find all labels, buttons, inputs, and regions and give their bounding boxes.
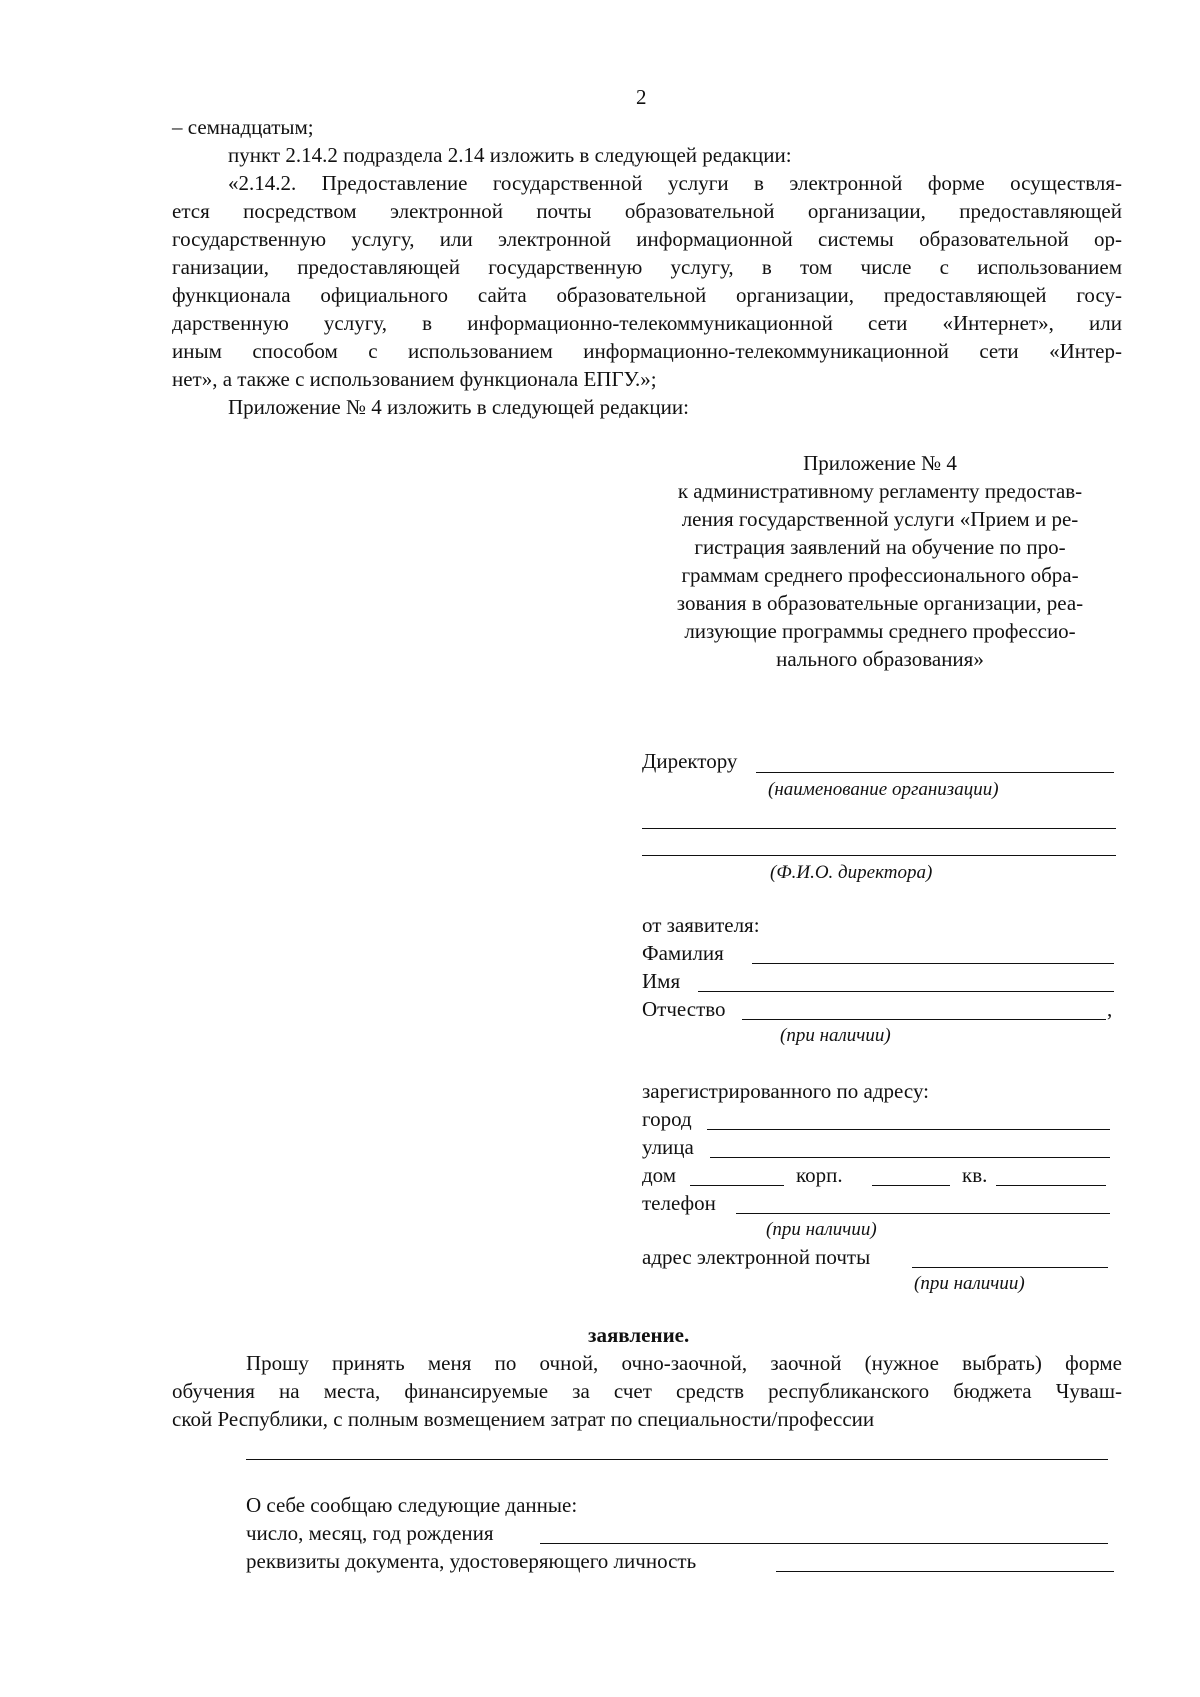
apartment-label: кв. <box>962 1163 988 1187</box>
clause-line: «2.14.2. Предоставление государственной услуги в электронной форме осуществля- <box>228 171 1122 195</box>
organization-name-field[interactable] <box>756 772 1114 773</box>
street-label: улица <box>642 1135 694 1159</box>
director-name-field-line-2[interactable] <box>642 855 1116 856</box>
statement-line: ской Республики, с полным возмещением затрат по специальности/профессии <box>172 1407 875 1431</box>
director-label: Директору <box>642 749 738 773</box>
appendix-line: зования в образовательные организации, реа- <box>676 591 1084 615</box>
clause-line: ется посредством электронной почты образовательной организации, предоставляющей <box>172 199 1122 223</box>
from-applicant-label: от заявителя: <box>642 913 760 937</box>
surname-label: Фамилия <box>642 941 724 965</box>
appendix-line: к административному регламенту предостав- <box>677 479 1083 503</box>
appendix-line: гистрация заявлений на обучение по про- <box>694 535 1066 559</box>
appendix-instruction: Приложение № 4 изложить в следующей редакции: <box>228 395 689 419</box>
building-label: корп. <box>796 1163 843 1187</box>
phone-hint: (при наличии) <box>766 1219 877 1240</box>
appendix-line: нального образования» <box>776 647 984 671</box>
clause-line: нет», а также с использованием функционала ЕПГУ.»; <box>172 367 657 391</box>
clause-line: функционала официального сайта образовательной организации, предоставляющей госу- <box>172 283 1122 307</box>
city-label: город <box>642 1107 692 1131</box>
appendix-line: граммам среднего профессионального обра- <box>681 563 1079 587</box>
page-number: 2 <box>636 85 647 109</box>
organization-name-hint: (наименование организации) <box>768 779 999 800</box>
statement-heading: заявление. <box>588 1323 690 1347</box>
director-name-field-line-1[interactable] <box>642 828 1116 829</box>
birth-date-field[interactable] <box>540 1543 1108 1544</box>
appendix-line: ления государственной услуги «Прием и ре- <box>681 507 1079 531</box>
identity-document-label: реквизиты документа, удостоверяющего личность <box>246 1549 697 1573</box>
phone-label: телефон <box>642 1191 716 1215</box>
identity-document-field[interactable] <box>776 1571 1114 1572</box>
patronymic-comma: , <box>1107 997 1113 1021</box>
birth-date-label: число, месяц, год рождения <box>246 1521 494 1545</box>
building-field[interactable] <box>872 1185 950 1186</box>
house-label: дом <box>642 1163 677 1187</box>
statement-line: обучения на места, финансируемые за счет средств республиканского бюджета Чуваш- <box>172 1379 1122 1403</box>
apartment-field[interactable] <box>996 1185 1106 1186</box>
email-field[interactable] <box>912 1267 1108 1268</box>
email-label: адрес электронной почты <box>642 1245 871 1269</box>
name-label: Имя <box>642 969 681 993</box>
personal-data-intro: О себе сообщаю следующие данные: <box>246 1493 578 1517</box>
surname-field[interactable] <box>752 963 1114 964</box>
amendment-line-punkt: пункт 2.14.2 подраздела 2.14 изложить в следующей редакции: <box>228 143 792 167</box>
city-field[interactable] <box>707 1129 1110 1130</box>
statement-line: Прошу принять меня по очной, очно-заочной, заочной (нужное выбрать) форме <box>246 1351 1122 1375</box>
amendment-line-semnadtsatym: – семнадцатым; <box>172 115 314 139</box>
patronymic-hint: (при наличии) <box>780 1025 891 1046</box>
clause-line: ганизации, предоставляющей государственную услугу, в том числе с использованием <box>172 255 1122 279</box>
clause-line: государственную услугу, или электронной информационной системы образовательной ор- <box>172 227 1122 251</box>
house-field[interactable] <box>690 1185 784 1186</box>
patronymic-label: Отчество <box>642 997 726 1021</box>
clause-line: иным способом с использованием информационно-телекоммуникационной сети «Интер- <box>172 339 1122 363</box>
registered-address-label: зарегистрированного по адресу: <box>642 1079 929 1103</box>
appendix-line: лизующие программы среднего профессио- <box>684 619 1076 643</box>
director-name-hint: (Ф.И.О. директора) <box>770 862 933 883</box>
appendix-title: Приложение № 4 <box>803 451 957 475</box>
specialty-field[interactable] <box>246 1459 1108 1460</box>
patronymic-field[interactable] <box>742 1019 1106 1020</box>
email-hint: (при наличии) <box>914 1273 1025 1294</box>
clause-line: дарственную услугу, в информационно-телекоммуникационной сети «Интернет», или <box>172 311 1122 335</box>
phone-field[interactable] <box>736 1213 1110 1214</box>
name-field[interactable] <box>698 991 1114 992</box>
street-field[interactable] <box>710 1157 1110 1158</box>
